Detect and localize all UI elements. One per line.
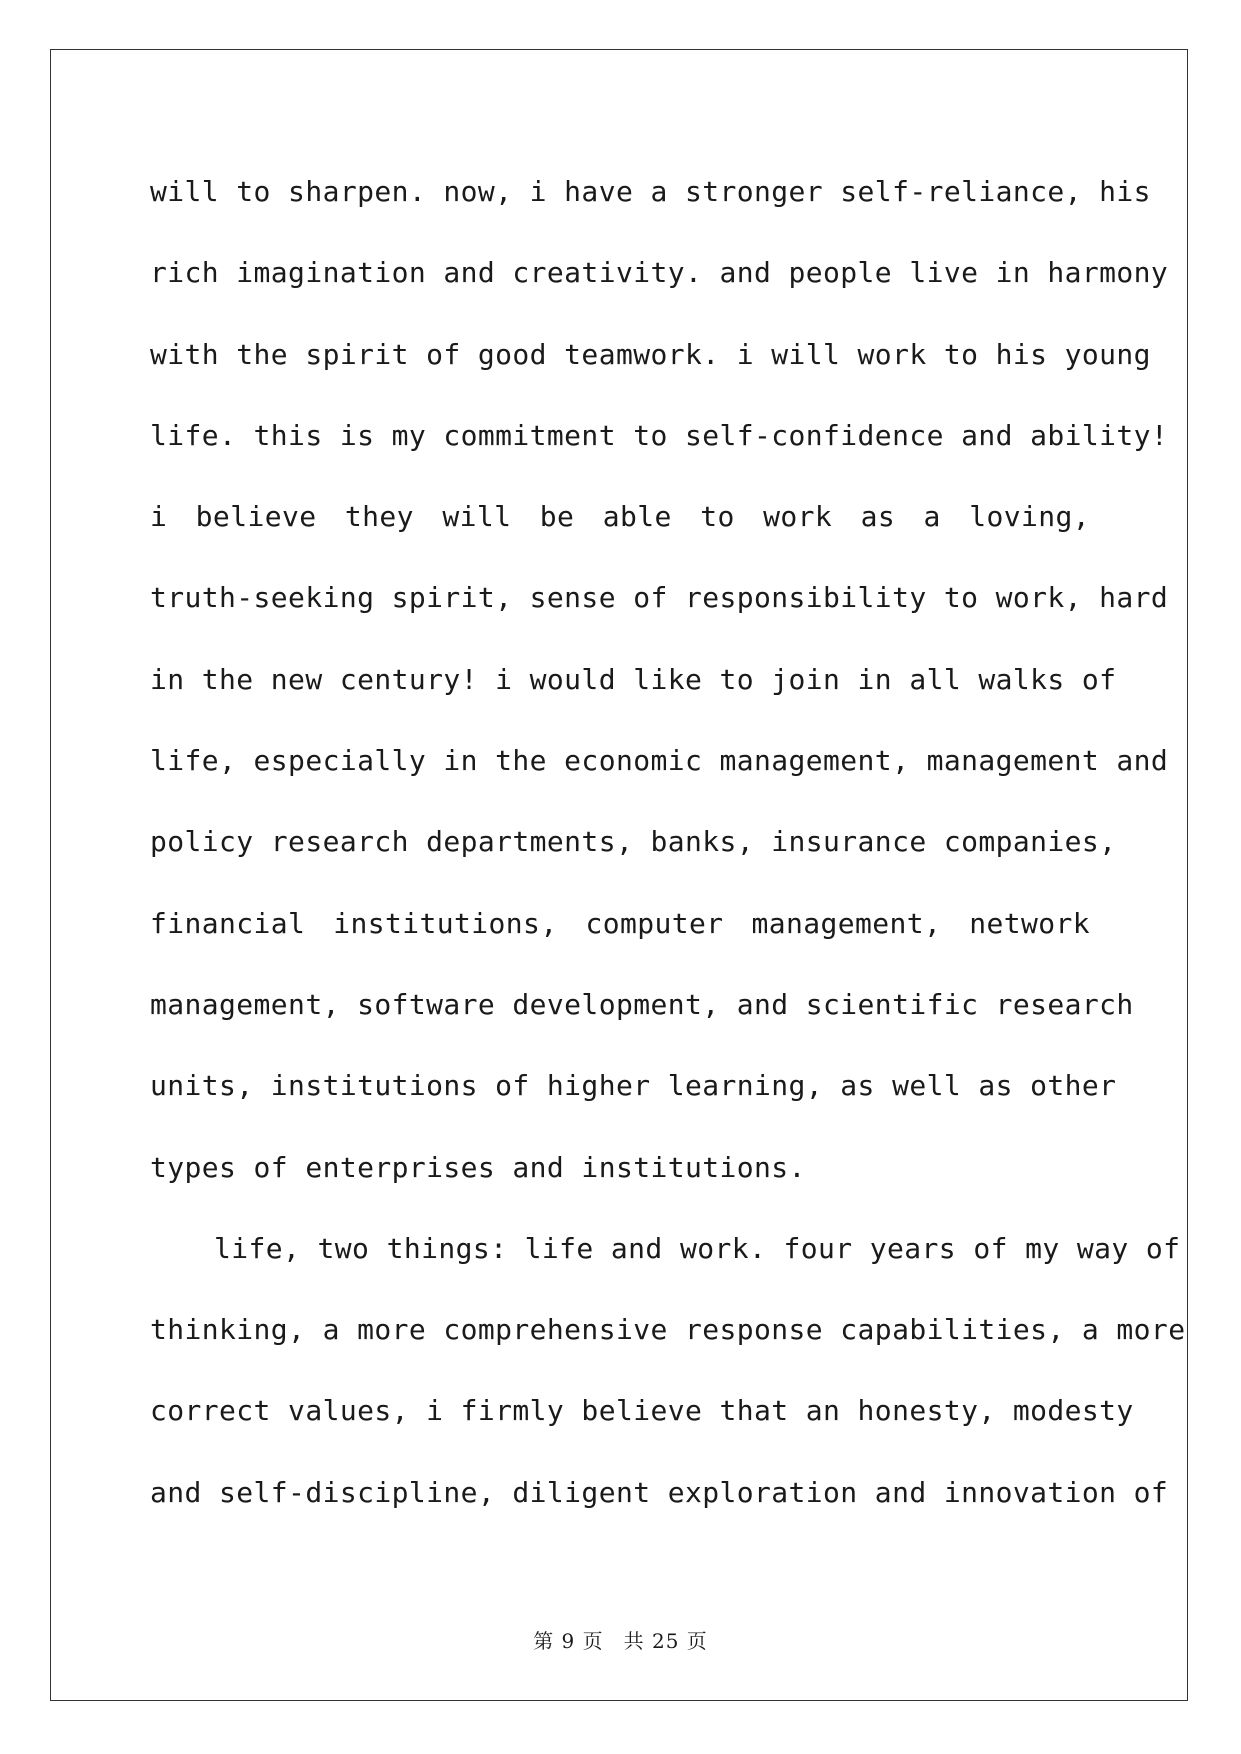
text-line: with the spirit of good teamwork. i will work to his young: [150, 337, 1151, 371]
text-line: life. this is my commitment to self-confidence and ability!: [150, 418, 1169, 452]
text-line: truth-seeking spirit, sense of responsibility to work, hard: [150, 581, 1169, 615]
page-number: 第 9 页: [533, 1629, 604, 1653]
text-line: types of enterprises and institutions.: [150, 1150, 806, 1184]
text-line: financial institutions, computer management, network: [150, 906, 1090, 940]
text-line: units, institutions of higher learning, as well as other: [150, 1069, 1117, 1103]
text-line: life, especially in the economic management, management and: [150, 744, 1169, 778]
text-line: correct values, i firmly believe that an honesty, modesty: [150, 1394, 1134, 1428]
text-line: thinking, a more comprehensive response capabilities, a more: [150, 1313, 1186, 1347]
text-line: and self-discipline, diligent exploration and innovation of: [150, 1475, 1169, 1509]
text-line: rich imagination and creativity. and people live in harmony: [150, 256, 1169, 290]
page-footer: [0, 1625, 1241, 1654]
text-line: policy research departments, banks, insurance companies,: [150, 825, 1117, 859]
text-line-paragraph-start: life, two things: life and work. four years of my way of: [214, 1231, 1181, 1265]
document-body: [150, 151, 1186, 1533]
text-line: management, software development, and scientific research: [150, 987, 1134, 1021]
text-line: in the new century! i would like to join in all walks of: [150, 662, 1117, 696]
page-total: 共 25 页: [623, 1629, 708, 1653]
text-line: i believe they will be able to work as a loving,: [150, 500, 1090, 534]
text-line: will to sharpen. now, i have a stronger self-reliance, his: [150, 175, 1151, 208]
